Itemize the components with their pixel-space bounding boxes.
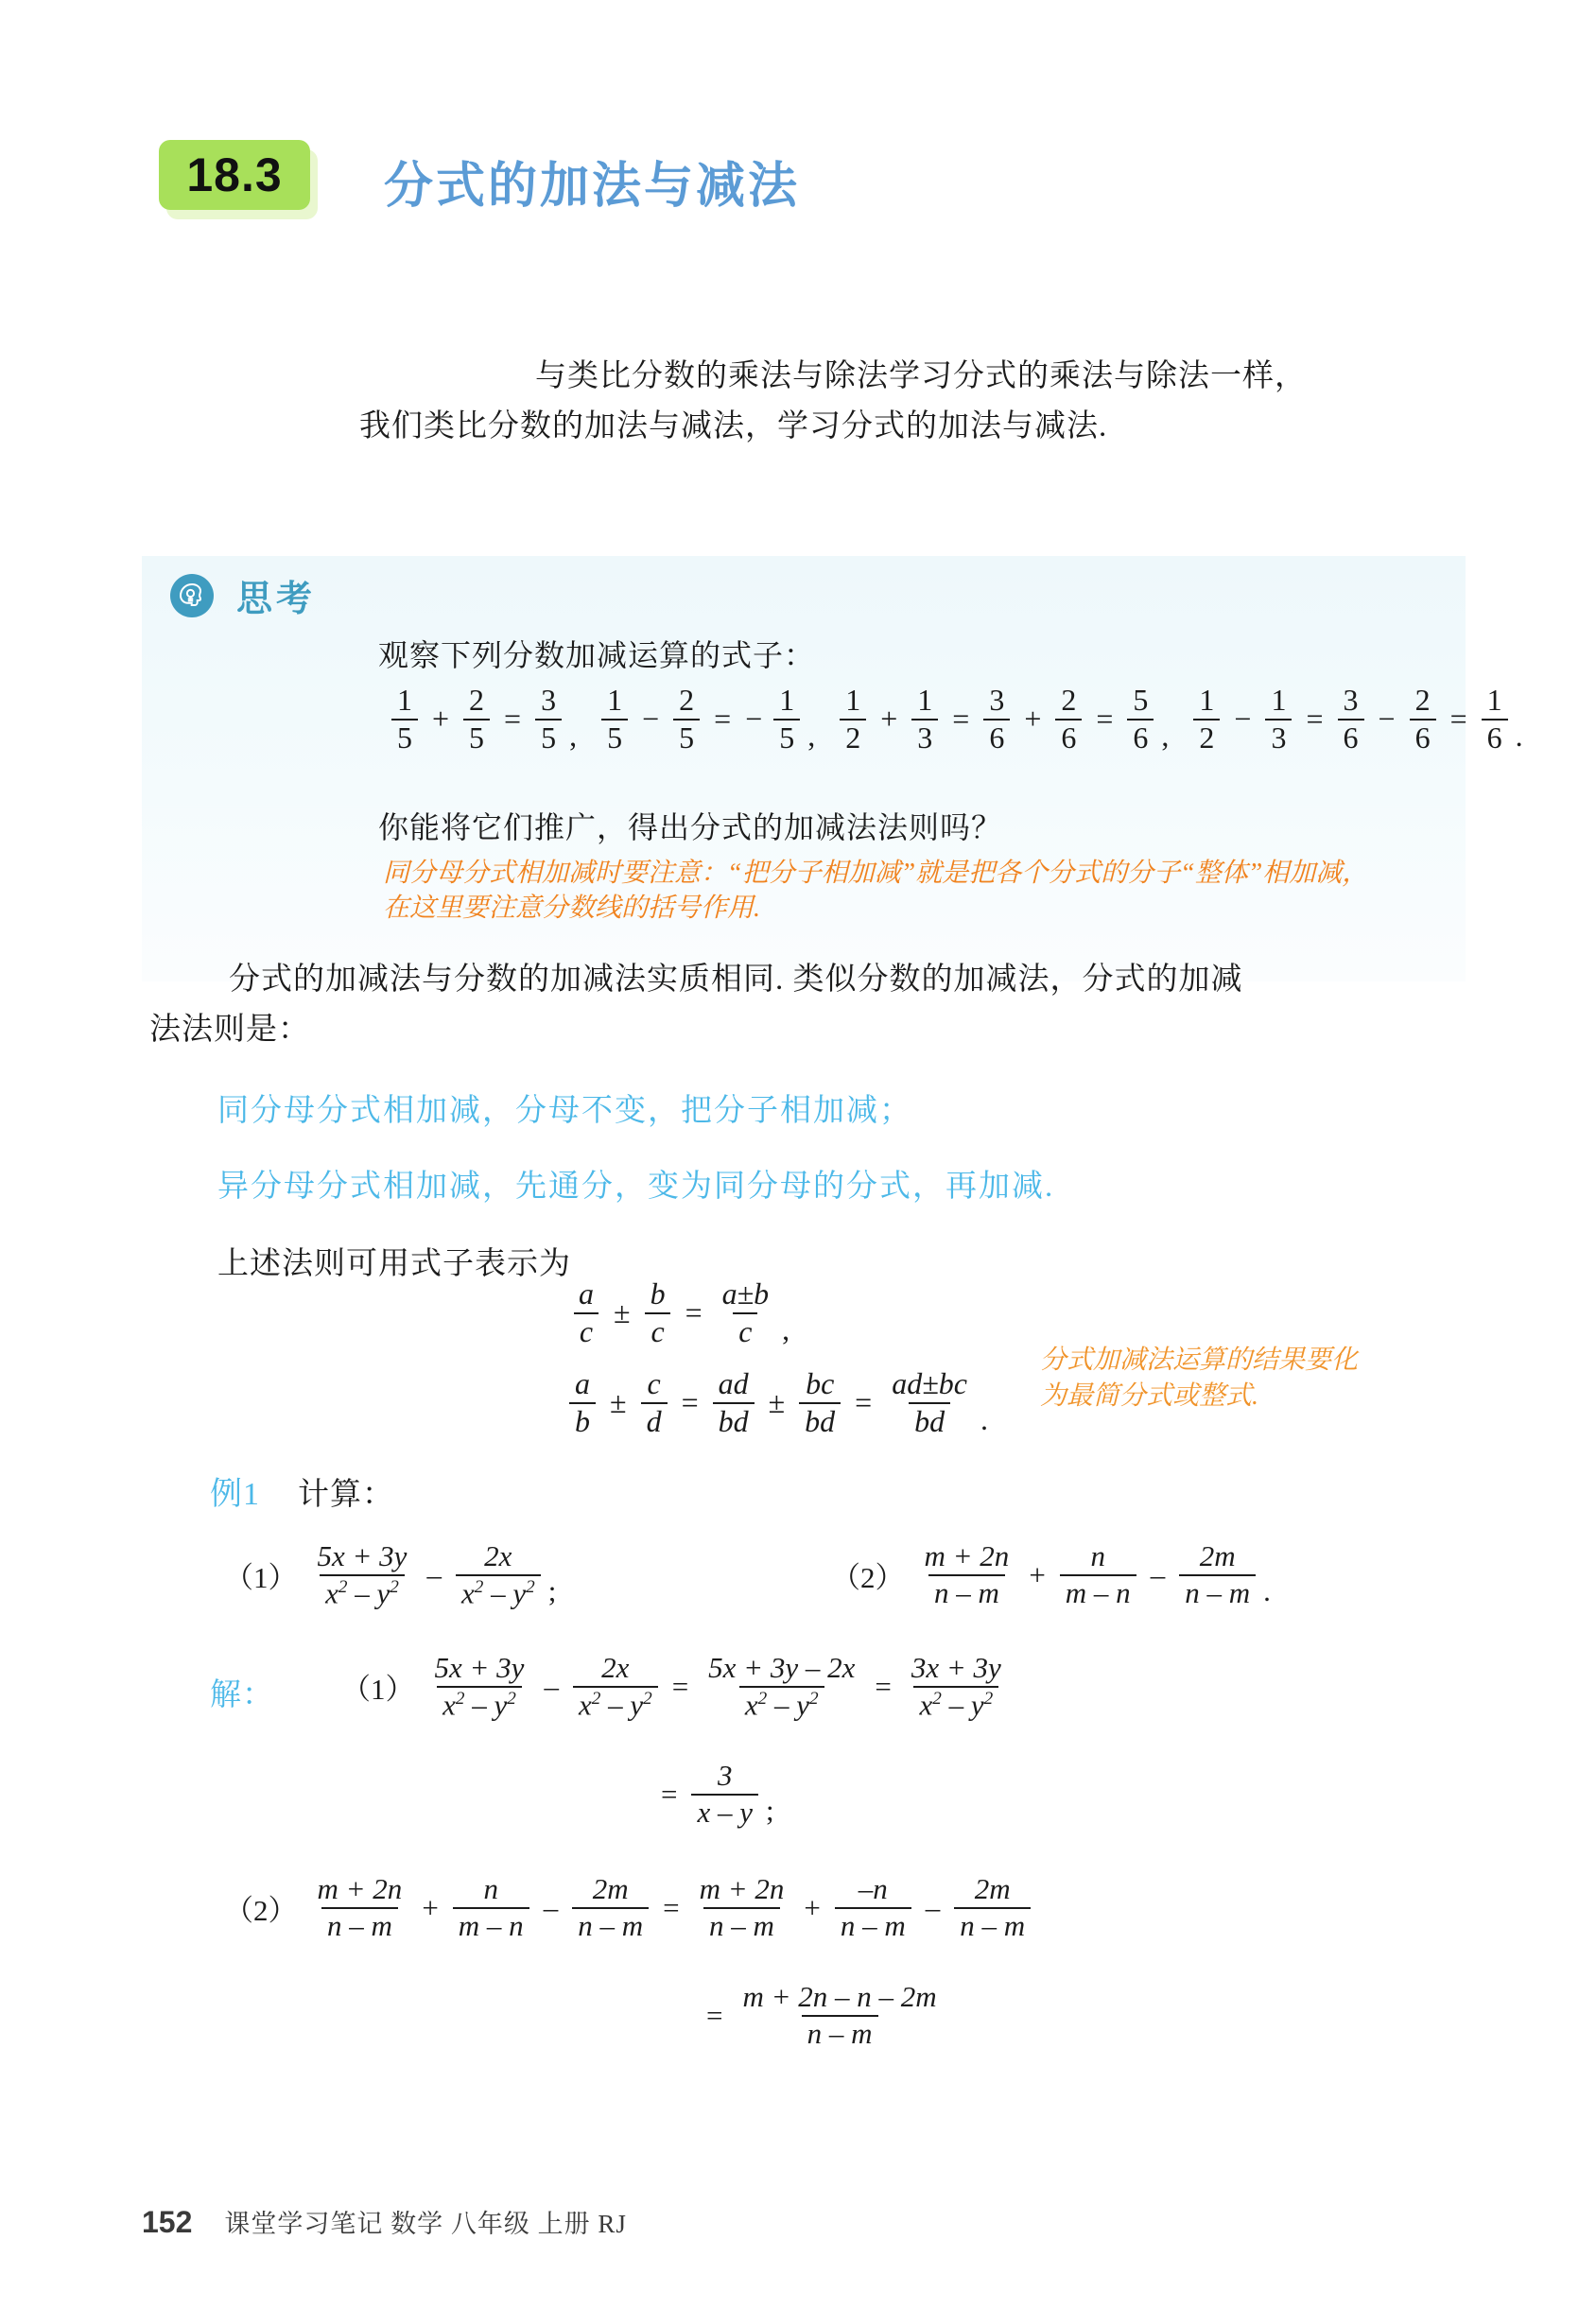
fraction <box>1055 685 1082 754</box>
fraction <box>535 685 562 754</box>
fraction <box>1060 1541 1136 1608</box>
denominator: 5 <box>391 719 418 755</box>
denominator: 6 <box>1410 719 1436 755</box>
operator: ± <box>768 1385 786 1420</box>
numerator: n <box>1090 1539 1105 1572</box>
denominator: m – n <box>1060 1574 1136 1609</box>
operator: − <box>642 702 660 737</box>
denominator: n – m <box>954 1907 1031 1942</box>
handwritten-note <box>383 857 1518 927</box>
example-label: 例1 <box>210 1477 260 1512</box>
fraction <box>572 1874 649 1941</box>
denominator: 3 <box>911 719 938 755</box>
denominator: 5 <box>463 719 490 755</box>
denominator: d <box>641 1402 668 1438</box>
handwritten-note-line-2: 在这里要注意分数线的括号作用. <box>383 893 761 923</box>
equals: = <box>952 702 970 737</box>
denominator: 6 <box>1338 719 1364 755</box>
fraction <box>312 1874 408 1941</box>
numerator: a <box>579 1276 594 1311</box>
intro-line-1: 与类比分数的乘法与除法学习分式的乘法与除法一样， <box>535 359 1307 393</box>
side-note-line-2: 为最简分式或整式. <box>1040 1380 1259 1411</box>
equals: = <box>504 702 522 737</box>
equals: = <box>1306 702 1324 737</box>
denominator: 3 <box>1265 719 1292 755</box>
fraction <box>835 1874 911 1941</box>
numerator: b <box>650 1276 666 1311</box>
fraction <box>1265 685 1292 754</box>
denominator: $x^2 - y^2$ <box>320 1574 405 1609</box>
denominator: bd <box>909 1402 950 1438</box>
solution-2-line-1 <box>216 1874 1036 1941</box>
page-title: 分式的加法与减法 <box>384 158 801 214</box>
punctuation: . <box>980 1402 988 1437</box>
denominator: 5 <box>773 719 800 755</box>
numerator: bc <box>806 1366 835 1401</box>
denominator: $x^2 - y^2$ <box>913 1686 998 1721</box>
numerator: 1 <box>1486 683 1502 717</box>
rule-same-denominator: 同分母分式相加减，分母不变，把分子相加减； <box>217 1094 912 1128</box>
operator: – <box>543 1890 559 1924</box>
operator: + <box>1024 702 1042 737</box>
side-note-line-1: 分式加减法运算的结果要化 <box>1040 1345 1359 1375</box>
numerator: 3 <box>718 1759 733 1792</box>
fraction <box>713 1368 755 1437</box>
denominator: bd <box>799 1402 841 1438</box>
numerator: m + 2n – n – 2m <box>742 1980 937 2013</box>
fraction <box>911 685 938 754</box>
denominator: n – m <box>928 1574 1005 1609</box>
numerator: 3 <box>989 683 1005 717</box>
fraction <box>429 1653 530 1720</box>
operator: – <box>544 1669 559 1703</box>
equals: = <box>714 702 732 737</box>
numerator: m + 2n <box>924 1539 1010 1572</box>
solution-1-line-2 <box>652 1761 774 1828</box>
fraction <box>1410 685 1436 754</box>
equals: = <box>681 1385 699 1420</box>
punctuation: . <box>1515 719 1523 754</box>
fraction <box>1482 685 1508 754</box>
numerator: 2 <box>1414 683 1431 717</box>
body-line-2: 法法则是： <box>149 1013 310 1048</box>
formula-different-denominator <box>564 1368 988 1437</box>
think-label: 思考 <box>236 580 317 619</box>
operator: − <box>1378 702 1396 737</box>
think-question: 观察下列分数加减运算的式子： <box>378 638 816 672</box>
numerator: 1 <box>397 683 412 717</box>
page-header <box>159 140 800 221</box>
operator: + <box>804 1890 821 1924</box>
think-section <box>142 556 1523 981</box>
numerator: –n <box>858 1872 888 1905</box>
punctuation: , <box>1161 719 1170 754</box>
punctuation: ; <box>766 1794 774 1828</box>
fraction <box>703 1653 860 1720</box>
numerator: 1 <box>607 683 623 717</box>
sign: − <box>745 702 763 737</box>
solution-label: 解： <box>210 1678 274 1712</box>
thinking-head-lightbulb-icon <box>170 574 214 617</box>
numerator: n <box>483 1872 498 1905</box>
denominator: n – m <box>835 1907 911 1942</box>
denominator: 5 <box>535 719 562 755</box>
operator: ± <box>610 1385 627 1420</box>
fraction <box>717 1278 775 1347</box>
fraction <box>456 1541 541 1608</box>
equals: = <box>663 1890 680 1924</box>
formula-block <box>567 1278 988 1458</box>
intro-line-2: 我们类比分数的加法与减法，学习分式的加法与减法. <box>359 409 1108 444</box>
fraction <box>391 685 418 754</box>
fraction <box>569 1368 596 1437</box>
operator: + <box>1029 1557 1046 1591</box>
equals: = <box>1096 702 1114 737</box>
fraction-equations-row <box>386 685 1523 754</box>
equals: = <box>661 1777 678 1811</box>
numerator: 1 <box>1199 683 1215 717</box>
equals: = <box>671 1669 689 1703</box>
fraction <box>737 1982 942 2049</box>
numerator: 1 <box>917 683 933 717</box>
fraction <box>1338 685 1364 754</box>
fraction <box>1127 685 1154 754</box>
denominator: c <box>733 1312 757 1348</box>
body-paragraph <box>149 955 1447 1056</box>
denominator: n – m <box>802 2015 878 2050</box>
numerator: 2 <box>679 683 695 717</box>
fraction <box>673 685 700 754</box>
example-header <box>210 1467 394 1514</box>
numerator: 2 <box>469 683 485 717</box>
fraction <box>573 1278 599 1347</box>
footer-text: 课堂学习笔记 数学 八年级 上册 RJ <box>224 2210 627 2238</box>
numerator: 5 <box>1133 683 1149 717</box>
numerator: 5x + 3y <box>434 1651 525 1684</box>
fraction <box>1179 1541 1256 1608</box>
numerator: 5x + 3y <box>317 1539 408 1572</box>
equals: = <box>875 1669 892 1703</box>
denominator: $x^2 - y^2$ <box>739 1686 824 1721</box>
handwritten-note-line-1: 同分母分式相加减时要注意：“把分子相加减”就是把各个分式的分子“整体”相加减， <box>383 859 1369 888</box>
fraction <box>1193 685 1220 754</box>
operator: + <box>422 1890 439 1924</box>
operator: + <box>880 702 898 737</box>
solution-1-line-1 <box>333 1653 1013 1720</box>
fraction <box>463 685 490 754</box>
denominator: 6 <box>1127 719 1154 755</box>
denominator: 6 <box>1482 719 1508 755</box>
numerator: 2x <box>484 1539 512 1572</box>
handwritten-side-note <box>1040 1343 1475 1415</box>
operator: − <box>1234 702 1252 737</box>
denominator: 2 <box>840 719 866 755</box>
numerator: 1 <box>779 683 795 717</box>
denominator: n – m <box>321 1907 398 1942</box>
denominator: $x^2 - y^2$ <box>573 1686 658 1721</box>
fraction <box>840 685 866 754</box>
numerator: m + 2n <box>317 1872 403 1905</box>
denominator: m – n <box>453 1907 529 1942</box>
fraction <box>573 1653 658 1720</box>
operator: – <box>925 1890 941 1924</box>
punctuation: . <box>1263 1574 1271 1608</box>
denominator: c <box>645 1312 669 1348</box>
denominator: n – m <box>1179 1574 1256 1609</box>
problem-marker: （1） <box>341 1673 415 1707</box>
numerator: ad±bc <box>892 1366 967 1401</box>
page-footer <box>142 2203 627 2240</box>
numerator: a±b <box>721 1276 770 1311</box>
denominator: $x^2 - y^2$ <box>456 1574 541 1609</box>
body-line-1: 分式的加减法与分数的加减法实质相同. 类似分数的加减法，分式的加减 <box>229 963 1243 997</box>
fraction <box>919 1541 1015 1608</box>
punctuation: , <box>782 1312 790 1347</box>
denominator: bd <box>713 1402 755 1438</box>
denominator: 6 <box>1055 719 1082 755</box>
example-instruction: 计算： <box>298 1478 394 1512</box>
equals: = <box>1449 702 1467 737</box>
numerator: a <box>575 1366 590 1401</box>
numerator: 3x + 3y <box>911 1651 1001 1684</box>
rule-different-denominator: 异分母分式相加减，先通分，变为同分母的分式，再加减. <box>217 1170 1055 1204</box>
think-header <box>170 569 316 621</box>
denominator: x – y <box>691 1794 758 1829</box>
numerator: 2 <box>1061 683 1077 717</box>
fraction <box>641 1368 668 1437</box>
denominator: 6 <box>983 719 1010 755</box>
fraction <box>983 685 1010 754</box>
numerator: 2m <box>1199 1539 1236 1572</box>
equals: = <box>706 1998 723 2032</box>
numerator: 2m <box>974 1872 1011 1905</box>
fraction <box>453 1874 529 1941</box>
numerator: m + 2n <box>699 1872 785 1905</box>
numerator: 2m <box>592 1872 629 1905</box>
equals: = <box>855 1385 873 1420</box>
fraction <box>645 1278 671 1347</box>
problem-2 <box>823 1541 1271 1608</box>
numerator: 3 <box>541 683 557 717</box>
fraction <box>691 1761 758 1828</box>
fraction <box>312 1541 413 1608</box>
denominator: $x^2 - y^2$ <box>437 1686 522 1721</box>
denominator: 2 <box>1193 719 1220 755</box>
formula-same-denominator <box>567 1278 988 1347</box>
punctuation: , <box>569 719 578 754</box>
fraction <box>886 1368 973 1437</box>
fraction <box>799 1368 841 1437</box>
denominator: 5 <box>601 719 628 755</box>
fraction <box>954 1874 1031 1941</box>
fraction <box>773 685 800 754</box>
denominator: n – m <box>572 1907 649 1942</box>
fraction <box>906 1653 1007 1720</box>
solution-2-line-2 <box>698 1982 948 2049</box>
punctuation: , <box>807 719 816 754</box>
numerator: 2x <box>601 1651 630 1684</box>
operator: + <box>432 702 450 737</box>
denominator: 5 <box>673 719 700 755</box>
page-number: 152 <box>142 2205 193 2239</box>
denominator: b <box>569 1402 596 1438</box>
section-number: 18.3 <box>159 140 310 210</box>
intro-paragraph <box>359 352 1390 453</box>
numerator: c <box>647 1366 661 1401</box>
problem-1 <box>216 1541 556 1608</box>
numerator: 5x + 3y – 2x <box>708 1651 856 1684</box>
operator: – <box>426 1557 442 1591</box>
operator: – <box>1150 1557 1166 1591</box>
fraction <box>601 685 628 754</box>
problem-marker: （2） <box>831 1561 905 1595</box>
numerator: 1 <box>845 683 861 717</box>
numerator: 1 <box>1271 683 1287 717</box>
denominator: n – m <box>703 1907 780 1942</box>
problem-marker: （2） <box>224 1894 298 1928</box>
punctuation: ; <box>547 1574 557 1608</box>
section-badge <box>159 140 321 221</box>
operator: ± <box>614 1295 631 1330</box>
problem-marker: （1） <box>224 1561 298 1595</box>
numerator: 3 <box>1343 683 1359 717</box>
denominator: c <box>574 1312 598 1348</box>
think-question-2: 你能将它们推广，得出分式的加减法法则吗？ <box>378 810 1003 844</box>
formula-lead-in: 上述法则可用式子表示为 <box>217 1247 571 1281</box>
fraction <box>694 1874 790 1941</box>
equals: = <box>685 1295 703 1330</box>
numerator: ad <box>718 1366 749 1401</box>
